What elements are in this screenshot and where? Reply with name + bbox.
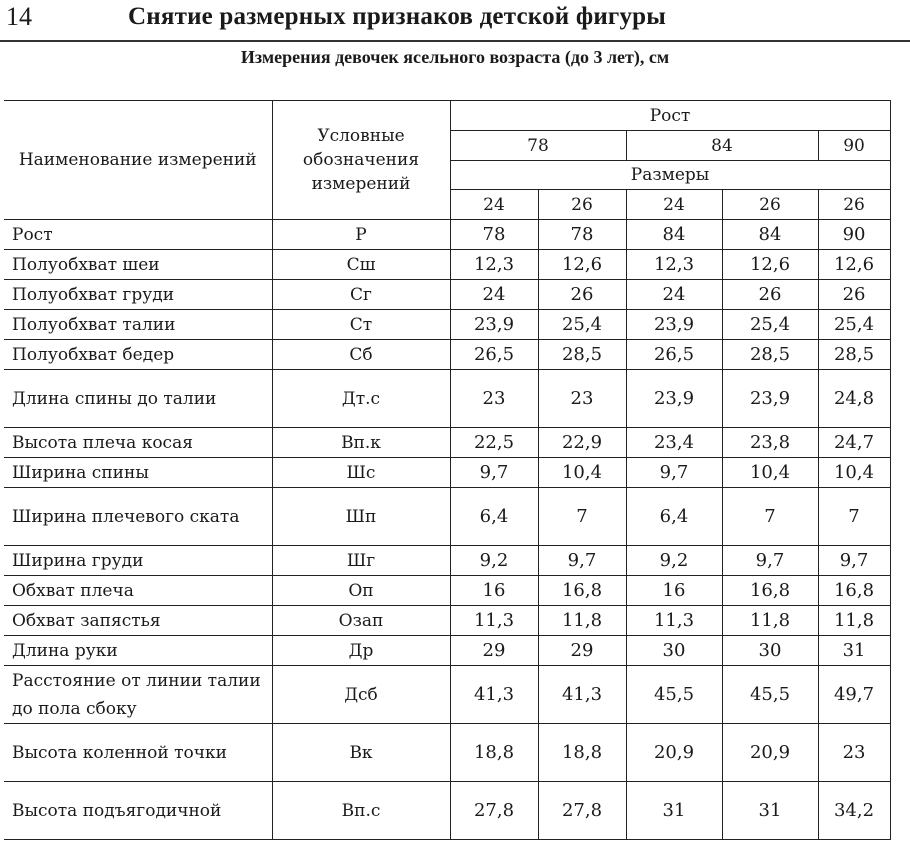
- measurement-value: 29: [538, 636, 626, 666]
- measurement-value: 23: [450, 370, 538, 428]
- measurement-value: 41,3: [538, 666, 626, 724]
- size-header: 24: [626, 190, 722, 220]
- measurement-value: 6,4: [450, 488, 538, 546]
- measurement-value: 7: [818, 488, 890, 546]
- table-body: [4, 220, 890, 840]
- measurement-value: 23,9: [626, 370, 722, 428]
- measurement-value: 10,4: [722, 458, 818, 488]
- measurement-value: 28,5: [818, 340, 890, 370]
- measurement-name: Расстояние от линии талии до пола сбоку: [4, 666, 272, 724]
- table-row: [4, 782, 890, 840]
- table-row: [4, 636, 890, 666]
- measurement-value: 23,9: [626, 310, 722, 340]
- measurement-value: 78: [450, 220, 538, 250]
- table-row: [4, 576, 890, 606]
- size-header: 26: [818, 190, 890, 220]
- measurement-name: Длина руки: [4, 636, 272, 666]
- column-header-name: Наименование измерений: [4, 101, 272, 220]
- measurement-symbol: Вп.с: [272, 782, 450, 840]
- measurement-value: 24,8: [818, 370, 890, 428]
- measurement-value: 45,5: [722, 666, 818, 724]
- measurement-symbol: Вп.к: [272, 428, 450, 458]
- table-row: [4, 340, 890, 370]
- measurement-value: 90: [818, 220, 890, 250]
- measurement-name: Полуобхват шеи: [4, 250, 272, 280]
- measurement-value: 30: [722, 636, 818, 666]
- table-row: [4, 310, 890, 340]
- measurement-value: 12,3: [450, 250, 538, 280]
- measurement-value: 27,8: [450, 782, 538, 840]
- measurement-symbol: Дсб: [272, 666, 450, 724]
- sizes-group-header: Размеры: [450, 161, 890, 190]
- measurement-value: 20,9: [722, 724, 818, 782]
- measurement-name: Высота коленной точки: [4, 724, 272, 782]
- table-row: [4, 370, 890, 428]
- measurement-value: 18,8: [538, 724, 626, 782]
- table-row: [4, 220, 890, 250]
- measurement-value: 23,8: [722, 428, 818, 458]
- height-header: 90: [818, 131, 890, 161]
- measurement-symbol: Р: [272, 220, 450, 250]
- measurement-value: 16: [450, 576, 538, 606]
- measurement-name: Ширина спины: [4, 458, 272, 488]
- size-header: 26: [722, 190, 818, 220]
- measurement-value: 23,9: [450, 310, 538, 340]
- measurement-name: Ширина груди: [4, 546, 272, 576]
- measurement-name: Высота подъягодичной: [4, 782, 272, 840]
- measurement-symbol: Сг: [272, 280, 450, 310]
- measurement-value: 11,8: [538, 606, 626, 636]
- measurement-value: 84: [626, 220, 722, 250]
- measurement-value: 29: [450, 636, 538, 666]
- measurement-name: Полуобхват груди: [4, 280, 272, 310]
- measurement-value: 30: [626, 636, 722, 666]
- measurement-name: Ширина плечевого ската: [4, 488, 272, 546]
- measurement-value: 27,8: [538, 782, 626, 840]
- table-row: [4, 428, 890, 458]
- measurement-value: 9,2: [450, 546, 538, 576]
- measurement-value: 9,7: [722, 546, 818, 576]
- measurement-value: 16,8: [722, 576, 818, 606]
- measurement-value: 12,6: [722, 250, 818, 280]
- measurement-value: 9,7: [626, 458, 722, 488]
- column-header-symbol: Условные обозначения измерений: [272, 101, 450, 220]
- measurement-name: Рост: [4, 220, 272, 250]
- measurement-value: 31: [818, 636, 890, 666]
- measurement-value: 10,4: [538, 458, 626, 488]
- measurement-value: 28,5: [722, 340, 818, 370]
- measurement-value: 31: [722, 782, 818, 840]
- page-number: 14: [6, 2, 32, 31]
- measurement-value: 9,7: [450, 458, 538, 488]
- table-row: [4, 606, 890, 636]
- measurement-value: 11,8: [722, 606, 818, 636]
- measurement-value: 26: [818, 280, 890, 310]
- measurement-symbol: Вк: [272, 724, 450, 782]
- measurement-value: 9,2: [626, 546, 722, 576]
- measurement-value: 49,7: [818, 666, 890, 724]
- measurement-name: Обхват запястья: [4, 606, 272, 636]
- measurement-value: 78: [538, 220, 626, 250]
- measurement-value: 16,8: [818, 576, 890, 606]
- measurement-value: 23,9: [722, 370, 818, 428]
- measurement-value: 12,6: [818, 250, 890, 280]
- measurement-symbol: Дт.с: [272, 370, 450, 428]
- measurement-symbol: Оп: [272, 576, 450, 606]
- measurement-value: 23: [818, 724, 890, 782]
- measurement-value: 12,3: [626, 250, 722, 280]
- table-caption: Измерения девочек ясельного возраста (до 3 лет), см: [240, 47, 670, 67]
- measurement-value: 9,7: [818, 546, 890, 576]
- measurement-value: 12,6: [538, 250, 626, 280]
- measurement-value: 26,5: [450, 340, 538, 370]
- measurement-name: Высота плеча косая: [4, 428, 272, 458]
- table-row: [4, 724, 890, 782]
- measurement-value: 9,7: [538, 546, 626, 576]
- measurement-value: 18,8: [450, 724, 538, 782]
- measurement-value: 11,8: [818, 606, 890, 636]
- height-group-header: Рост: [450, 101, 890, 131]
- measurement-value: 11,3: [626, 606, 722, 636]
- measurement-value: 7: [538, 488, 626, 546]
- measurement-symbol: Сш: [272, 250, 450, 280]
- table-row: [4, 546, 890, 576]
- measurement-value: 25,4: [818, 310, 890, 340]
- measurement-value: 7: [722, 488, 818, 546]
- measurement-value: 45,5: [626, 666, 722, 724]
- height-header: 78: [450, 131, 626, 161]
- measurement-name: Длина спины до талии: [4, 370, 272, 428]
- measurement-value: 26,5: [626, 340, 722, 370]
- page-header: [0, 0, 910, 42]
- size-header: 24: [450, 190, 538, 220]
- measurement-symbol: Озап: [272, 606, 450, 636]
- measurement-value: 24: [626, 280, 722, 310]
- measurement-symbol: Ст: [272, 310, 450, 340]
- measurement-value: 24: [450, 280, 538, 310]
- measurement-value: 23: [538, 370, 626, 428]
- measurement-value: 31: [626, 782, 722, 840]
- page-title: Снятие размерных признаков детской фигуры: [128, 3, 667, 30]
- table-row: [4, 250, 890, 280]
- table-row: [4, 458, 890, 488]
- measurement-value: 23,4: [626, 428, 722, 458]
- measurement-value: 22,9: [538, 428, 626, 458]
- measurement-value: 84: [722, 220, 818, 250]
- measurement-value: 6,4: [626, 488, 722, 546]
- measurement-value: 11,3: [450, 606, 538, 636]
- measurement-symbol: Др: [272, 636, 450, 666]
- measurement-value: 16,8: [538, 576, 626, 606]
- measurement-value: 25,4: [538, 310, 626, 340]
- height-header: 84: [626, 131, 818, 161]
- measurement-symbol: Шп: [272, 488, 450, 546]
- table-row: [4, 280, 890, 310]
- measurement-value: 26: [538, 280, 626, 310]
- measurement-value: 28,5: [538, 340, 626, 370]
- measurement-value: 20,9: [626, 724, 722, 782]
- measurement-name: Полуобхват талии: [4, 310, 272, 340]
- measurement-symbol: Шг: [272, 546, 450, 576]
- measurement-value: 25,4: [722, 310, 818, 340]
- measurements-table: [4, 100, 891, 840]
- measurement-name: Обхват плеча: [4, 576, 272, 606]
- measurement-name: Полуобхват бедер: [4, 340, 272, 370]
- measurement-value: 22,5: [450, 428, 538, 458]
- measurement-value: 24,7: [818, 428, 890, 458]
- measurement-symbol: Сб: [272, 340, 450, 370]
- measurement-value: 10,4: [818, 458, 890, 488]
- table-row: [4, 488, 890, 546]
- measurement-symbol: Шс: [272, 458, 450, 488]
- measurement-value: 34,2: [818, 782, 890, 840]
- measurement-value: 16: [626, 576, 722, 606]
- size-header: 26: [538, 190, 626, 220]
- measurement-value: 41,3: [450, 666, 538, 724]
- table-row: [4, 666, 890, 724]
- measurement-value: 26: [722, 280, 818, 310]
